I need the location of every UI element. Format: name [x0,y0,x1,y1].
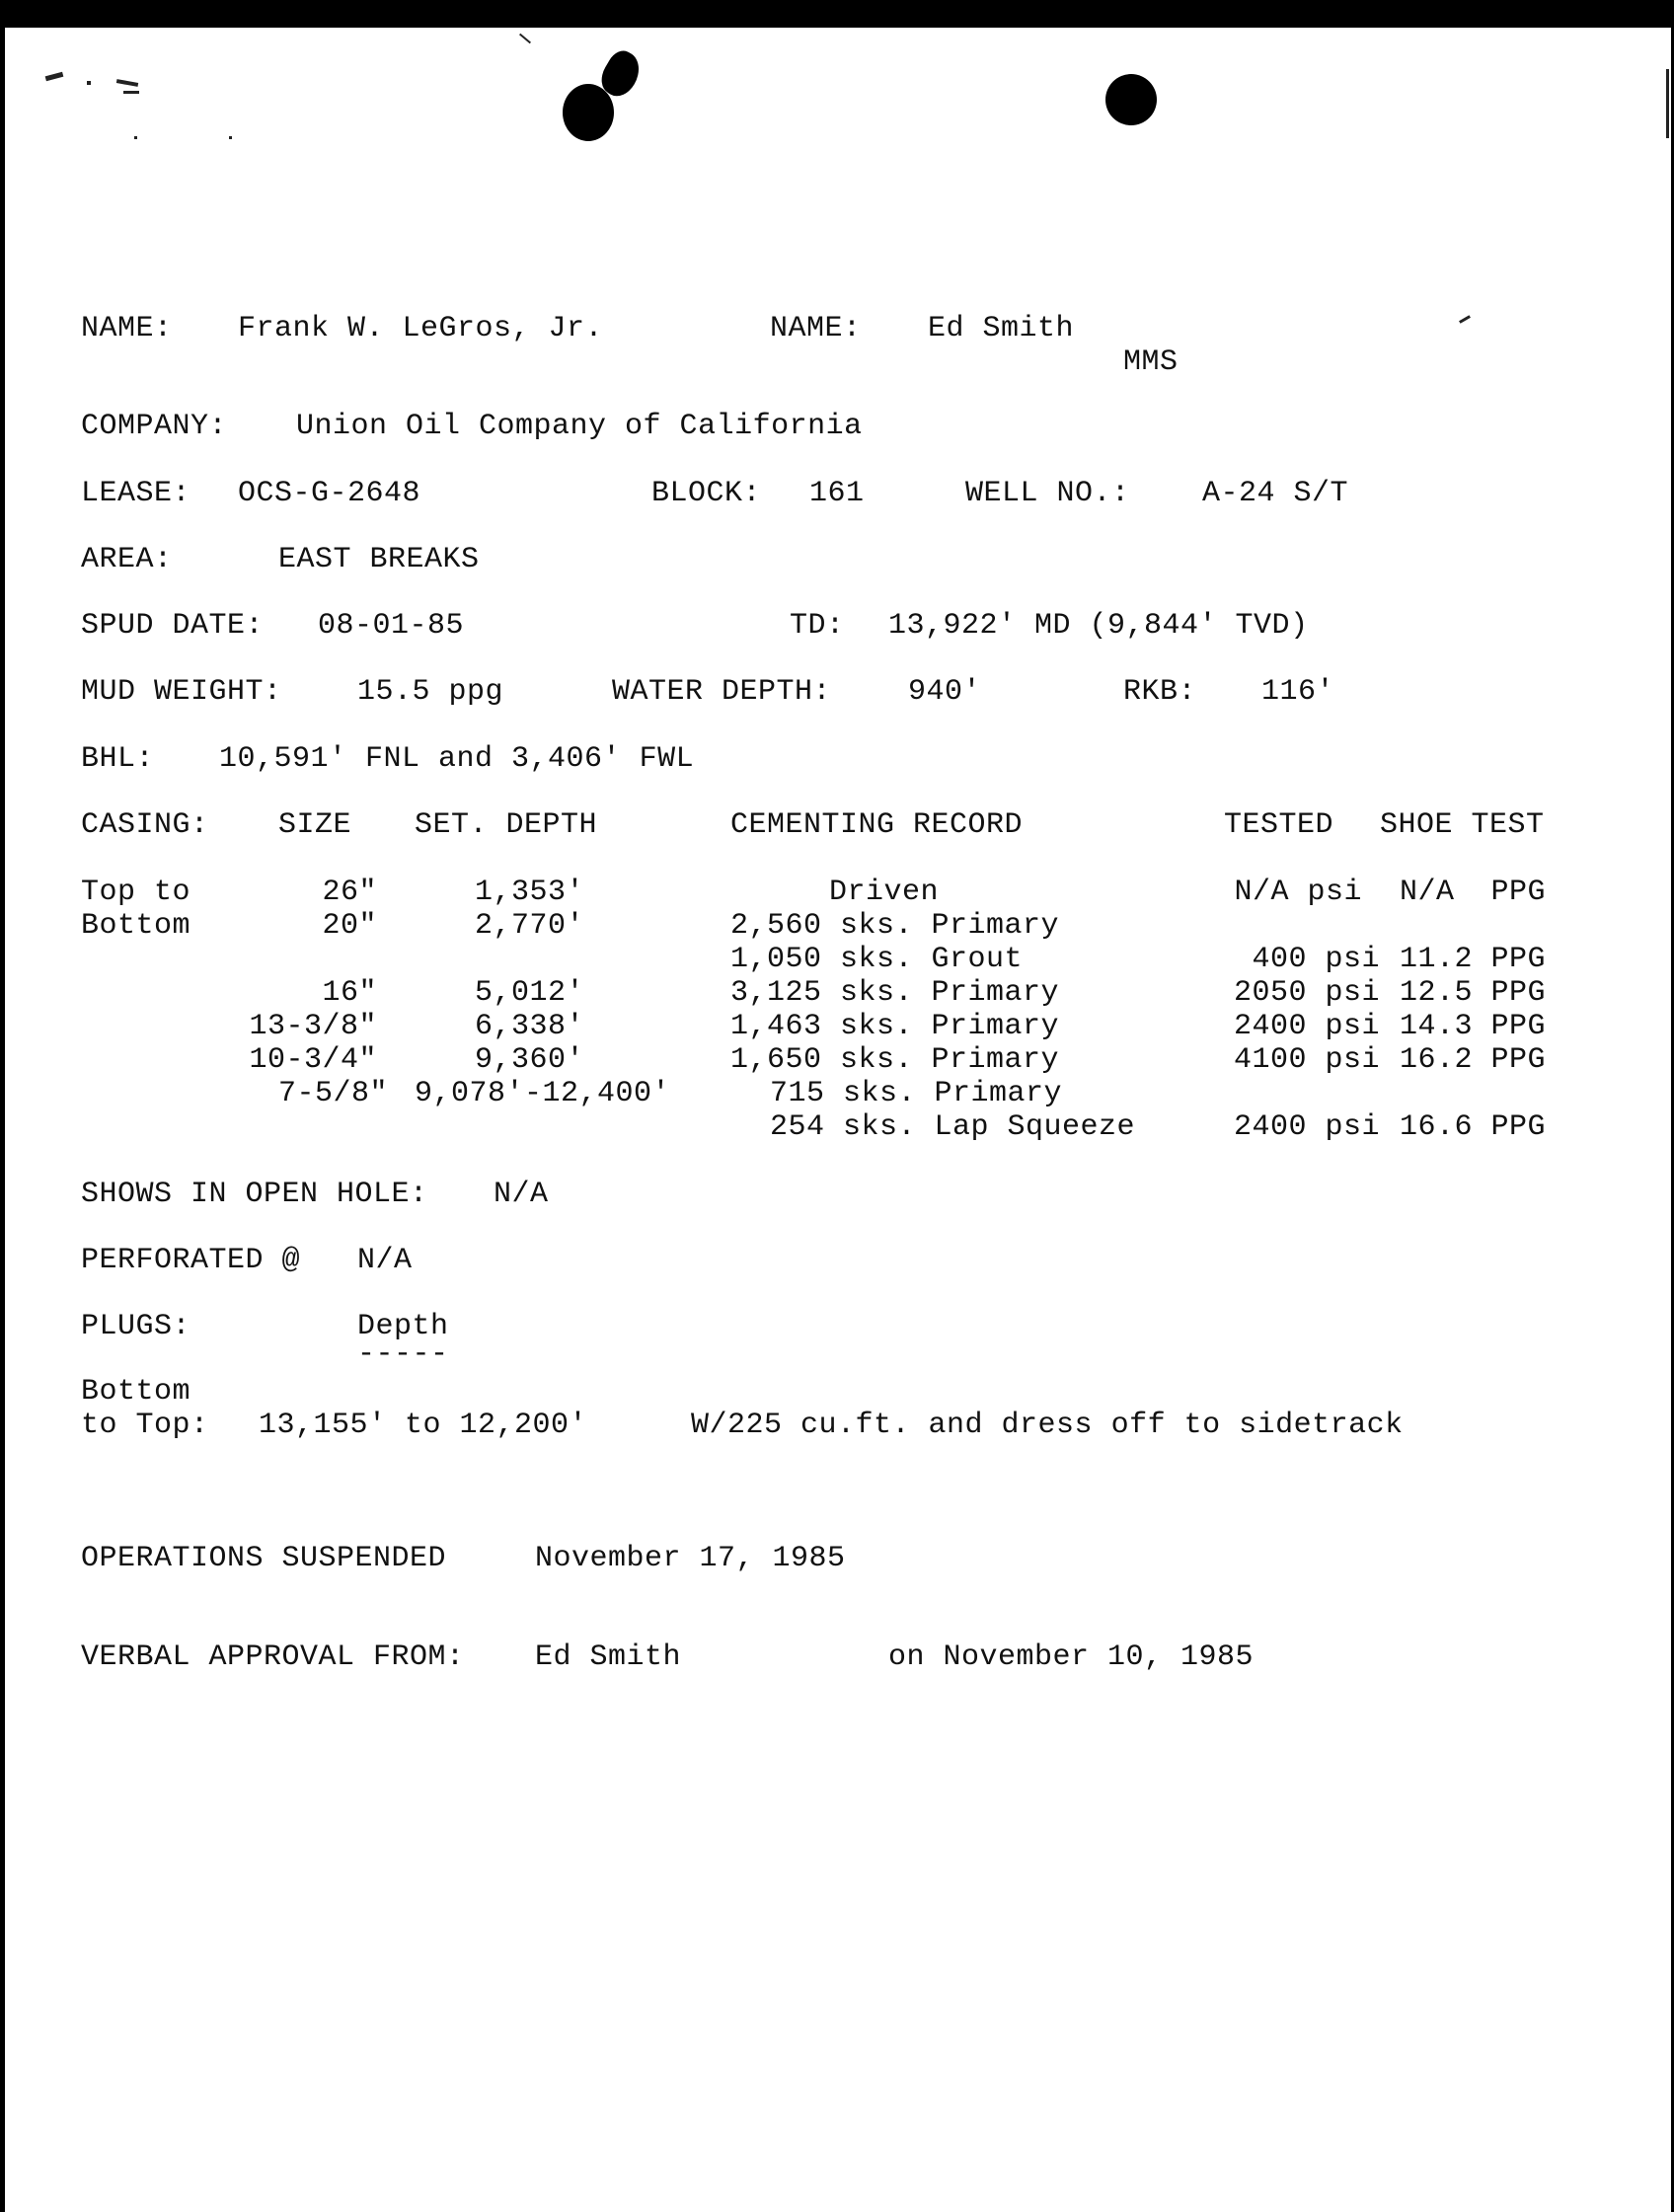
plugs-depth-header: Depth [357,1310,449,1343]
rkb-value: 116' [1261,675,1335,709]
shows-value: N/A [494,1178,549,1211]
scan-speck [519,34,531,44]
casing-size: 26" [322,876,377,909]
mud-weight-value: 15.5 ppg [357,675,504,709]
casing-size: 13-3/8" [249,1010,377,1043]
casing-cement: 1,050 sks. Grout [730,943,1024,976]
scan-speck [134,136,137,139]
approval-date: on November 10, 1985 [888,1640,1255,1674]
perforated-label: PERFORATED @ [81,1244,301,1277]
area-label: AREA: [81,543,173,576]
casing-cement: 1,650 sks. Primary [730,1043,1060,1077]
casing-depth: 9,078'-12,400' [415,1077,671,1110]
casing-depth: 9,360' [474,1043,584,1077]
top-to-label: Top to [81,876,191,909]
cementing-record-header: CEMENTING RECORD [730,808,1024,842]
plugs-bottom-label: Bottom [81,1375,191,1409]
casing-cement: 1,463 sks. Primary [730,1010,1060,1043]
scan-speck [123,91,139,94]
casing-tested: 2050 psi [1233,976,1380,1010]
agency-text: MMS [1123,345,1179,379]
plugs-depth-underline: ----- [357,1337,449,1371]
scan-speck [1459,315,1471,324]
td-label: TD: [790,609,845,643]
operations-value: November 17, 1985 [535,1542,846,1575]
casing-cement: 2,560 sks. Primary [730,909,1060,943]
well-value: A-24 S/T [1202,477,1349,510]
bhl-label: BHL: [81,742,155,776]
area-value: EAST BREAKS [278,543,480,576]
bhl-value: 10,591' FNL and 3,406' FWL [219,742,695,776]
casing-cement: 715 sks. Primary [770,1077,1063,1110]
shows-label: SHOWS IN OPEN HOLE: [81,1178,428,1211]
casing-cement: Driven [829,876,940,909]
name2-label: NAME: [770,312,862,345]
casing-depth: 2,770' [474,909,584,943]
scan-speck [1666,69,1669,138]
casing-cement: 3,125 sks. Primary [730,976,1060,1010]
well-label: WELL NO.: [965,477,1130,510]
rkb-label: RKB: [1123,675,1197,709]
bottom-label: Bottom [81,909,191,943]
casing-cement: 254 sks. Lap Squeeze [770,1110,1136,1144]
set-depth-header: SET. DEPTH [415,808,598,842]
water-depth-label: WATER DEPTH: [612,675,832,709]
casing-tested: 2400 psi [1233,1110,1380,1144]
punch-hole-left [563,84,614,141]
casing-tested: 400 psi [1252,943,1380,976]
casing-header: CASING: [81,808,209,842]
size-header: SIZE [278,808,352,842]
plugs-to-top-label: to Top: [81,1409,209,1442]
casing-shoe: 12.5 PPG [1400,976,1547,1010]
lease-value: OCS-G-2648 [238,477,421,510]
casing-size: 20" [322,909,377,943]
plugs-label: PLUGS: [81,1310,191,1343]
scan-speck [116,79,138,87]
scan-speck [87,81,91,85]
casing-depth: 5,012' [474,976,584,1010]
casing-size: 7-5/8" [278,1077,389,1110]
block-value: 161 [809,477,865,510]
mud-weight-label: MUD WEIGHT: [81,675,282,709]
scan-top-border [0,0,1674,28]
name2-value: Ed Smith [928,312,1075,345]
casing-tested: 4100 psi [1233,1043,1380,1077]
scan-speck [45,72,64,81]
plugs-note: W/225 cu.ft. and dress off to sidetrack [691,1409,1404,1442]
scan-left-border [0,0,5,2212]
casing-tested: N/A psi [1234,876,1362,909]
shoe-test-header: SHOE TEST [1380,808,1545,842]
spud-value: 08-01-85 [318,609,465,643]
name-value: Frank W. LeGros, Jr. [238,312,604,345]
casing-depth: 1,353' [474,876,584,909]
casing-shoe: 11.2 PPG [1400,943,1547,976]
perforated-value: N/A [357,1244,413,1277]
water-depth-value: 940' [908,675,982,709]
operations-label: OPERATIONS SUSPENDED [81,1542,447,1575]
scan-speck [229,136,232,139]
spud-label: SPUD DATE: [81,609,265,643]
name-label: NAME: [81,312,173,345]
casing-tested: 2400 psi [1233,1010,1380,1043]
casing-shoe: 14.3 PPG [1400,1010,1547,1043]
company-value: Union Oil Company of California [296,410,863,443]
casing-depth: 6,338' [474,1010,584,1043]
casing-size: 10-3/4" [249,1043,377,1077]
casing-shoe: 16.2 PPG [1400,1043,1547,1077]
company-label: COMPANY: [81,410,228,443]
td-value: 13,922' MD (9,844' TVD) [888,609,1309,643]
approval-label: VERBAL APPROVAL FROM: [81,1640,465,1674]
casing-size: 16" [322,976,377,1010]
lease-label: LEASE: [81,477,191,510]
approval-name: Ed Smith [535,1640,682,1674]
casing-shoe: 16.6 PPG [1400,1110,1547,1144]
tested-header: TESTED [1224,808,1334,842]
casing-shoe: N/A PPG [1400,876,1547,909]
punch-hole-right [1105,74,1157,125]
plugs-range: 13,155' to 12,200' [259,1409,588,1442]
block-label: BLOCK: [651,477,762,510]
